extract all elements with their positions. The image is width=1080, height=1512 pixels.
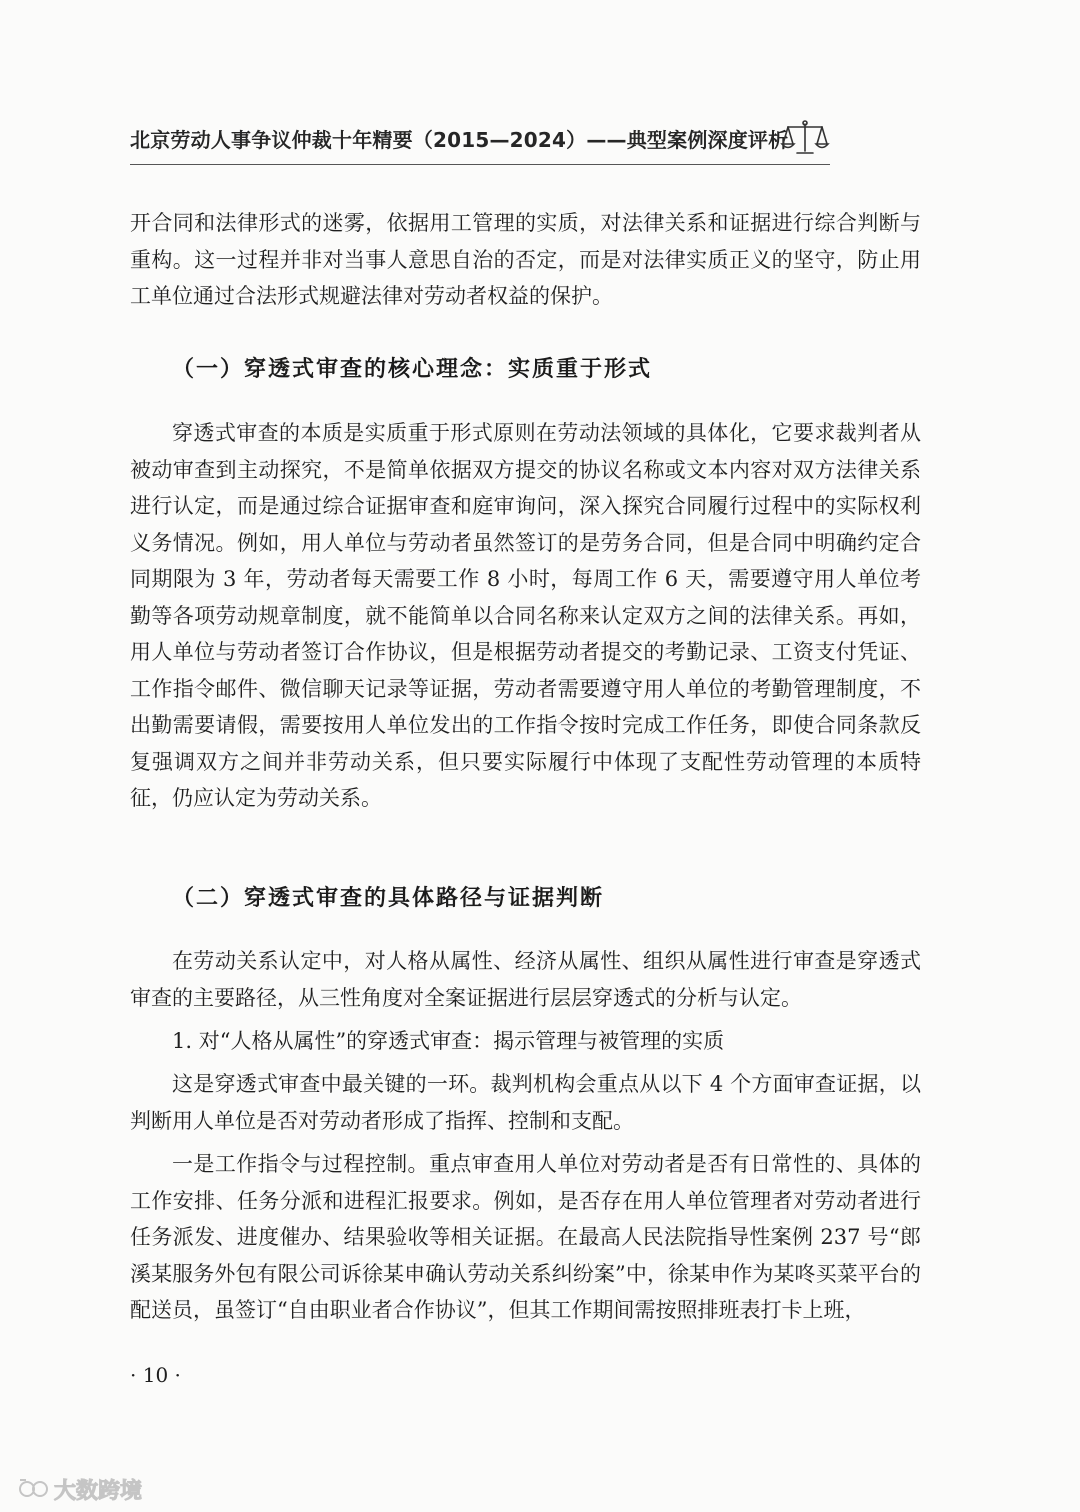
- section-heading-2: （二）穿透式审查的具体路径与证据判断: [172, 885, 605, 911]
- watermark-logo-icon: [18, 1476, 50, 1500]
- body-paragraph-4: 一是工作指令与过程控制。重点审查用人单位对劳动者是否有日常性的、具体的工作安排、任务分派和进程汇报要求。例如，是否存在用人单位管理者对劳动者进行任务派发、进度催办、结果验收等相关证据。在最高人民法院指导性案例 237 号“郎溪某服务外包有限公司诉徐某申确认劳动关系纠纷案”中，徐某申作为某咚买菜平台的配送员，虽签订“自由职业者合作协议”，但其工作期间需按照排班表打卡上班，: [130, 1152, 921, 1322]
- body-paragraph-1: 穿透式审查的本质是实质重于形式原则在劳动法领域的具体化，它要求裁判者从被动审查到主动探究，不是简单依据双方提交的协议名称或文本内容对双方法律关系进行认定，而是通过综合证据审查和庭审询问，深入探究合同履行过程中的实际权利义务情况。例如，用人单位与劳动者虽然签订的是劳务合同，但是合同中明确约定合同期限为 3 年，劳动者每天需要工作 8 小时，每周工作 6 天，需要遵守用人单位考勤等各项劳动规章制度，就不能简单以合同名称来认定双方之间的法律关系。再如，用人单位与劳动者签订合作协议，但是根据劳动者提交的考勤记录、工资支付凭证、工作指令邮件、微信聊天记录等证据，劳动者需要遵守用人单位的考勤管理制度，不出勤需要请假，需要按用人单位发出的工作指令按时完成工作任务，即使合同条款反复强调双方之间并非劳动关系，但只要实际履行中体现了支配性劳动管理的本质特征，仍应认定为劳动关系。: [130, 421, 921, 810]
- watermark-text: 大数跨境: [54, 1479, 143, 1504]
- scales-of-justice-icon: [780, 118, 830, 158]
- body-paragraph-2: 在劳动关系认定中，对人格从属性、经济从属性、组织从属性进行审查是穿透式审查的主要路径，从三性角度对全案证据进行层层穿透式的分析与认定。: [130, 949, 921, 1010]
- section-heading-1: （一）穿透式审查的核心理念：实质重于形式: [172, 356, 653, 382]
- header-rule: [130, 164, 830, 165]
- body-subheading-1: 1. 对“人格从属性”的穿透式审查：揭示管理与被管理的实质: [172, 1029, 725, 1053]
- running-header: [130, 118, 830, 164]
- page-number: · 10 ·: [130, 1363, 181, 1387]
- intro-paragraph: 开合同和法律形式的迷雾，依据用工管理的实质，对法律关系和证据进行综合判断与重构。这一过程并非对当事人意思自治的否定，而是对法律实质正义的坚守，防止用工单位通过合法形式规避法律对劳动者权益的保护。: [130, 211, 921, 308]
- body-paragraph-3: 这是穿透式审查中最关键的一环。裁判机构会重点从以下 4 个方面审查证据，以判断用人单位是否对劳动者形成了指挥、控制和支配。: [130, 1072, 921, 1133]
- running-header-title: 北京劳动人事争议仲裁十年精要（2015—2024）——典型案例深度评析: [130, 128, 789, 152]
